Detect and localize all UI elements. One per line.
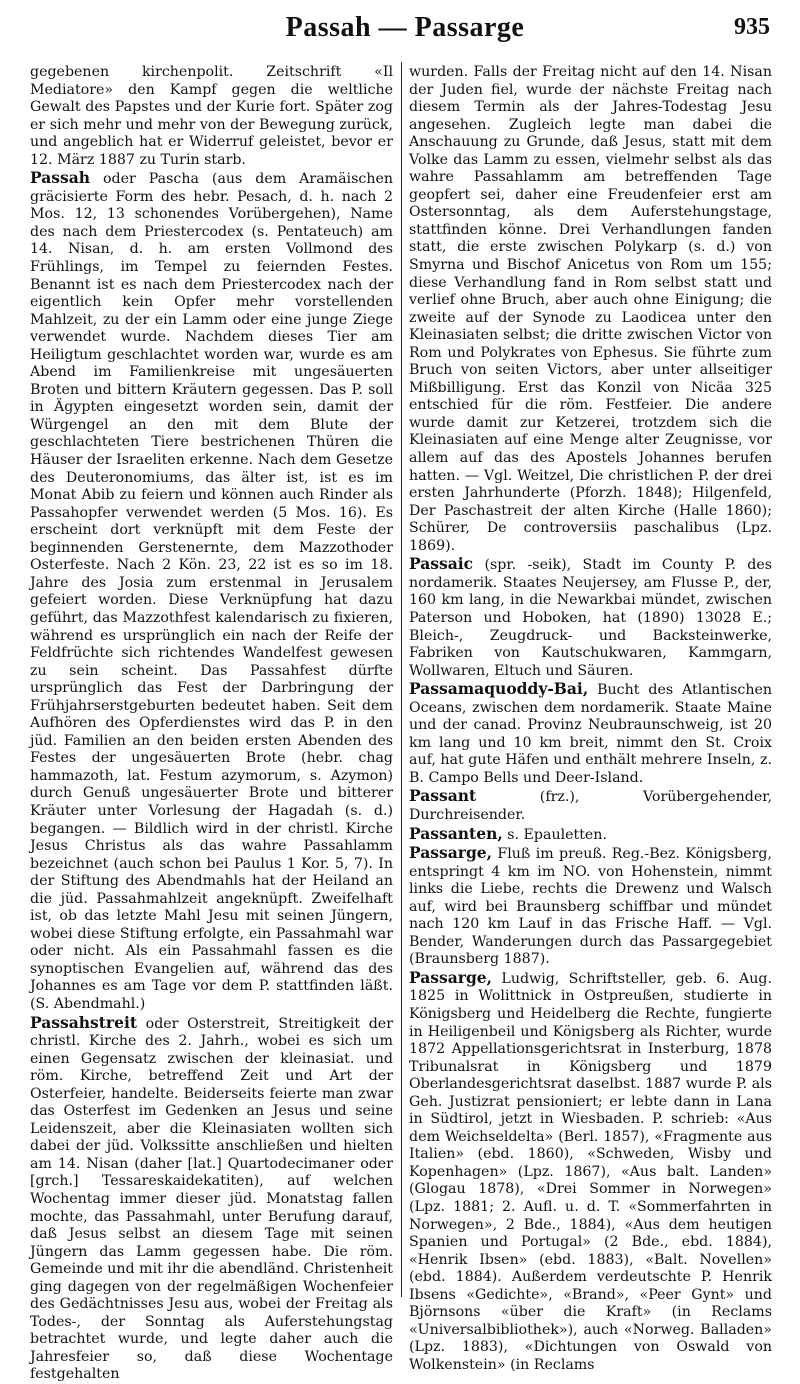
entry-paragraph bbox=[30, 62, 393, 169]
entry-headword: Passarge, bbox=[409, 843, 493, 863]
entry-paragraph bbox=[409, 825, 772, 845]
entry-paragraph bbox=[409, 62, 772, 555]
page-number: 935 bbox=[734, 14, 770, 40]
entry-text: Fluß im preuß. Reg.-Bez. Königsberg, entspringt 4 km im NO. von Hohenstein, nimmt links die Liebe, rechts die Drewenz und Walsch auf, wird bei Braunsberg schiffbar und mündet nach 120 km Lauf in das Frische Haff. — Vgl. Bender, Wanderungen durch das Passargegebiet (Braunsberg 1887). bbox=[409, 846, 772, 968]
entry-paragraph bbox=[409, 787, 772, 824]
entry-text: s. Epauletten. bbox=[502, 826, 607, 843]
entry-headword: Passanten, bbox=[409, 823, 503, 843]
page-header bbox=[30, 8, 780, 48]
entry-headword: Passamaquoddy-Bai, bbox=[409, 679, 589, 699]
entry-text: oder Pascha (aus dem Aramäischen gräcisierte Form des hebr. Pesach, d. h. nach 2 Mos. 12, 13 schonendes Vorübergehen), Name des nach dem Priestercodex (s. Pentateuch) am 14. Nisan, d. h. am ersten Vollmond des Frühlings, im Tempel zu feiernden Festes. Benannt ist es nach dem Priestercodex nach der eigentlich kein Opfer mehr vorstellenden Mahlzeit, zu der ein Lamm oder eine junge Ziege verwendet wurde. Nachdem dieses Tier am Heiligtum geschlachtet worden war, wurde es am Abend im Familienkreise mit ungesäuerten Broten und bittern Kräutern gegessen. Das P. soll in Ägypten eingesetzt worden sein, damit der Würgengel an den mit dem Blute der geschlachteten Tiere bestrichenen Thüren die Häuser der Israeliten erkenne. Nach dem Gesetze des Deuteronomiums, das älter ist, ist es im Monat Abib zu feiern und können auch Rinder als Passahopfer verwendet werden (5 Mos. 16). Es erscheint dort verknüpft mit dem Feste der beginnenden Gerstenernte, dem Mazzothoder Osterfeste. Nach 2 Kön. 23, 22 ist es so im 18. Jahre des Josia zum erstenmal in Jerusalem gefeiert worden. Diese Verknüpfung hat dazu geführt, das Mazzothfest kalendarisch zu fixieren, während es ursprünglich ein nach der Reife der Feldfrüchte sich richtendes Wandelfest gewesen zu sein scheint. Das Passahfest dürfte ursprünglich das Fest der Darbringung der Frühjahrserstgeburten bedeutet haben. Seit dem Aufhören des Opferdienstes wird das P. in den jüd. Familien an den beiden ersten Abenden des Festes der ungesäuerten Brote (hebr. chag hammazoth, lat. Festum azymorum, s. Azymon) durch Genuß ungesäuerter Brote und bitterer Kräuter unter Vorlesung der Hagadah (s. d.) begangen. — Bildlich wird in der christl. Kirche Jesus Christus als das wahre Passahlamm bezeichnet (auch schon bei Paulus 1 Kor. 5, 7). In der Stiftung des Abendmahls hat der Heiland an die jüd. Passahmahlzeit angeknüpft. Zweifelhaft ist, ob das letzte Mahl Jesu mit seinen Jüngern, wobei diese Stiftung erfolgte, ein Passahmahl war oder nicht. Als ein Passahmahl fassen es die synoptischen Evangelien auf, während das des Johannes es am Tage vor dem P. stattfinden läßt. (S. Abendmahl.) bbox=[30, 171, 393, 1012]
entry-text: Ludwig, Schriftsteller, geb. 6. Aug. 1825 in Wolittnick in Ostpreußen, studierte in Königsberg und Heidelberg die Rechte, fungierte in Heiligenbeil und Königsberg als Richter, wurde 1872 Appellationsgerichtsrat in Insterburg, 1878 Tribunalsrat in Königsberg und 1879 Oberlandesgerichtsrat daselbst. 1887 wurde P. als Geh. Justizrat pensioniert; er lebte dann in Lana in Südtirol, jetzt in Wiesbaden. P. schrieb: «Aus dem Weichseldelta» (Berl. 1857), «Fragmente aus Italien» (ebd. 1860), «Schweden, Wisby und Kopenhagen» (Lpz. 1867), «Aus balt. Landen» (Glogau 1878), «Drei Sommer in Norwegen» (Lpz. 1881; 2. Aufl. u. d. T. «Sommerfahrten in Norwegen», 2 Bde., 1884), «Aus dem heutigen Spanien und Portugal» (2 Bde., ebd. 1884), «Henrik Ibsen» (ebd. 1883), «Balt. Novellen» (ebd. 1884). Außerdem verdeutschte P. Henrik Ibsens «Gedichte», «Brand», «Peer Gynt» und Björnsons «über die Kraft» (in Reclams «Universalbibliothek»), auch «Norweg. Balladen» (Lpz. 1883), «Dichtungen von Oswald von Wolkenstein» (in Reclams bbox=[409, 970, 772, 1373]
column-divider bbox=[401, 62, 402, 1297]
entry-headword: Passant bbox=[409, 786, 477, 806]
running-title: Passah — Passarge bbox=[285, 12, 525, 43]
entry-paragraph bbox=[409, 969, 772, 1375]
entry-paragraph bbox=[30, 1014, 393, 1384]
entry-headword: Passahstreit bbox=[30, 1012, 138, 1032]
right-column bbox=[409, 62, 772, 1373]
entry-paragraph bbox=[409, 844, 772, 969]
entry-paragraph bbox=[409, 680, 772, 787]
entry-text: (frz.), Vorübergehender, Durchreisender. bbox=[409, 789, 772, 823]
entry-text: (spr. -seik), Stadt im County P. des nordamerik. Staates Neujersey, am Flusse P., der, 160 km lang, in die Newarkbai mündet, zwischen Paterson und Hoboken, hat (1890) 13028 E.; Bleich-, Zeugdruck- und Backsteinwerke, Fabriken von Kautschukwaren, Kammgarn, Wollwaren, Eltuch und Säuren. bbox=[409, 557, 772, 679]
entry-text: gegebenen kirchenpolit. Zeitschrift «Il Mediatore» den Kampf gegen die weltliche Gewalt des Papstes und der Kurie fort. Später zog er sich mehr und mehr von der Bewegung zurück, und angeblich hat er Widerruf geleistet, bevor er 12. März 1887 zu Turin starb. bbox=[30, 64, 393, 168]
entry-paragraph bbox=[30, 169, 393, 1013]
left-column bbox=[30, 62, 393, 1383]
entry-paragraph bbox=[409, 555, 772, 680]
entry-headword: Passarge, bbox=[409, 967, 493, 987]
text-columns bbox=[30, 62, 782, 1383]
entry-headword: Passah bbox=[30, 168, 91, 188]
entry-text: Bucht des Atlantischen Oceans, zwischen dem nordamerik. Staate Maine und der canad. Provinz Neubraunschweig, ist 20 km lang und 10 km breit, nimmt den St. Croix auf, hat gute Häfen und enthält mehrere Inseln, z. B. Campo Bells und Deer-Island. bbox=[409, 682, 772, 786]
entry-headword: Passaic bbox=[409, 554, 474, 574]
entry-text: wurden. Falls der Freitag nicht auf den 14. Nisan der Juden fiel, wurde der nächste Freitag nach diesem Termin als der Jahres-Todestag Jesu angesehen. Zugleich legte man dabei die Anschauung zu Grunde, daß Jesus, statt mit dem Volke das Lamm zu essen, vielmehr selbst als das wahre Passahlamm am betreffenden Tage geopfert sei, daher eine Freudenfeier erst am Ostersonntag, als dem Auferstehungstage, stattfinden könne. Drei Verhandlungen fanden statt, die erste zwischen Polykarp (s. d.) von Smyrna und Bischof Anicetus von Rom um 155; diese Verhandlung fand in Rom selbst statt und verlief ohne Bruch, aber auch ohne Einigung; die zweite auf der Synode zu Laodicea unter den Kleinasiaten selbst; die dritte zwischen Victor von Rom und Polykrates von Ephesus. Sie führte zum Bruch von seiten Victors, aber unter allseitiger Mißbilligung. Erst das Konzil von Nicäa 325 entschied für die röm. Festfeier. Die andere wurde damit zur Ketzerei, trotzdem sich die Kleinasiaten auf eine Menge alter Zeugnisse, vor allem auf das des Apostels Johannes berufen hatten. — Vgl. Weitzel, Die christlichen P. der drei ersten Jahrhunderte (Pforzh. 1848); Hilgenfeld, Der Paschastreit der alten Kirche (Halle 1860); Schürer, De controversiis paschalibus (Lpz. 1869). bbox=[409, 64, 772, 554]
entry-text: oder Osterstreit, Streitigkeit der christl. Kirche des 2. Jahrh., wobei es sich um einen Gegensatz zwischen der kleinasiat. und röm. Kirche, betreffend Zeit und Art der Osterfeier, handelte. Beiderseits feierte man zwar das Osterfest im Gedenken an Jesus und seine Leidenszeit, aber die Kleinasiaten wollten sich dabei der jüd. Volkssitte anschließen und hielten am 14. Nisan (daher [lat.] Quartodecimaner oder [grch.] Tessareskaidekatiten), auf welchen Wochentag immer dieser jüd. Monatstag fallen mochte, das Passahmahl, unter Berufung darauf, daß Jesus selbst an diesem Tage mit seinen Jüngern das Lamm gegessen habe. Die röm. Gemeinde und mit ihr die abendländ. Christenheit ging dagegen von der regelmäßigen Wochenfeier des Gedächtnisses Jesu aus, wobei der Freitag als Todes-, der Sonntag als Auferstehungstag betrachtet wurde, und legte daher auch die Jahresfeier so, daß diese Wochentage festgehalten bbox=[30, 1015, 393, 1383]
